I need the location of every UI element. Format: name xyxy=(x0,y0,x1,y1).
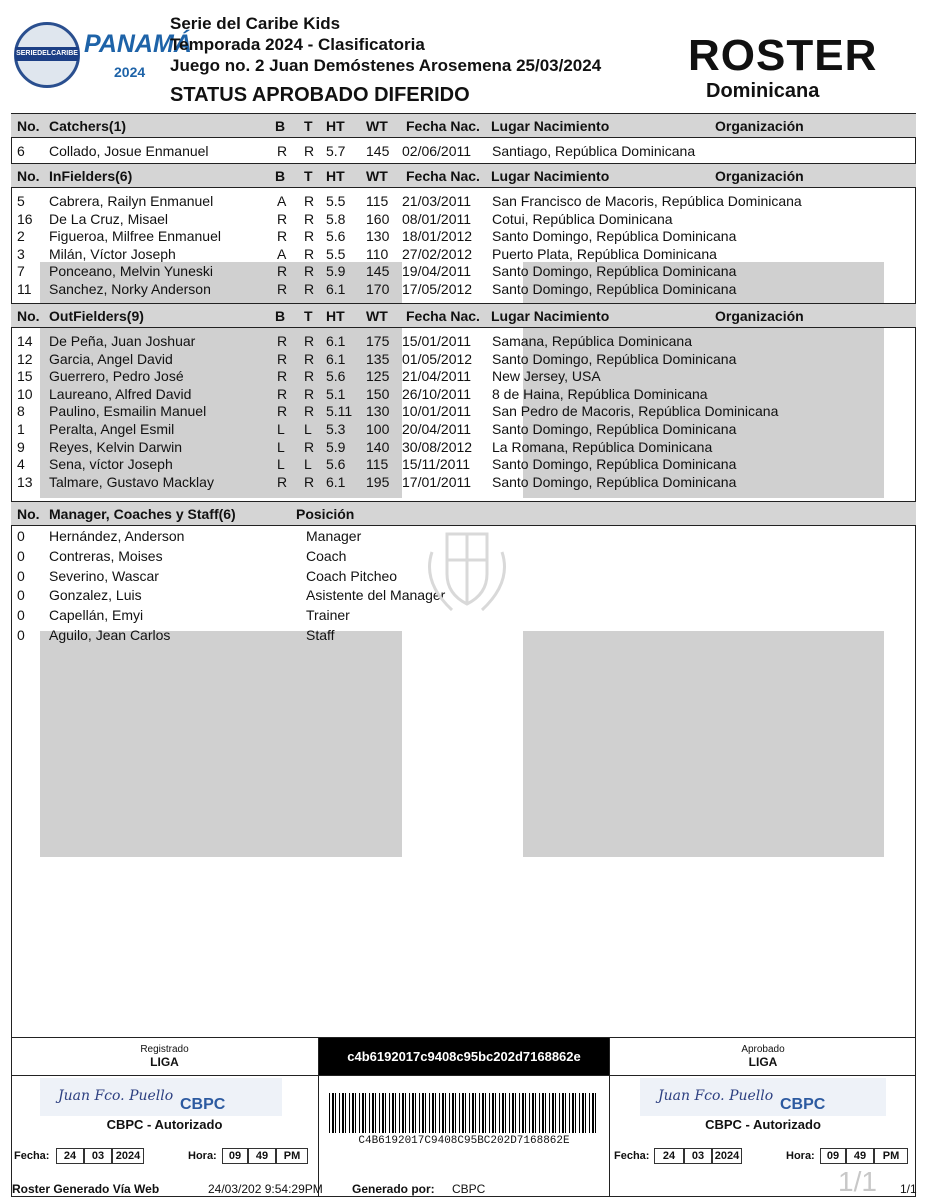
date-year: 2024 xyxy=(112,1148,144,1164)
player-wt: 175 xyxy=(366,333,390,349)
catchers-header xyxy=(11,113,916,138)
player-ht: 6.1 xyxy=(326,350,346,367)
player-ht: 5.9 xyxy=(326,263,346,280)
player-ht: 5.9 xyxy=(326,438,346,455)
aprobado-value: LIGA xyxy=(748,1055,778,1069)
staff-no: 0 xyxy=(17,528,25,544)
signature-stamp-right xyxy=(640,1078,886,1116)
staff-no: 0 xyxy=(17,627,25,643)
col-t: T xyxy=(304,118,313,134)
player-fecha: 17/01/2011 xyxy=(402,473,472,490)
col-lugar: Lugar Nacimiento xyxy=(491,118,610,134)
player-fecha: 10/01/2011 xyxy=(402,403,472,420)
player-fecha: 15/01/2011 xyxy=(402,333,472,349)
player-t: R xyxy=(304,438,315,455)
player-lugar: Santo Domingo, República Dominicana xyxy=(492,281,737,297)
time-minute: 49 xyxy=(846,1148,874,1164)
player-b: R xyxy=(277,263,288,280)
player-ht: 6.1 xyxy=(326,473,346,490)
col-ht: HT xyxy=(326,168,345,184)
player-t: R xyxy=(304,210,315,227)
player-wt: 110 xyxy=(366,245,389,262)
roster-title: ROSTER xyxy=(688,31,878,80)
authorized-right: CBPC - Autorizado xyxy=(705,1117,821,1132)
col-b: B xyxy=(275,168,286,184)
player-lugar: New Jersey, USA xyxy=(492,368,601,385)
player-row xyxy=(11,228,916,246)
time-hour: 09 xyxy=(820,1148,846,1164)
coat-of-arms-watermark xyxy=(412,522,522,618)
player-row xyxy=(11,333,916,351)
player-row xyxy=(11,403,916,421)
player-wt: 160 xyxy=(366,210,390,227)
player-no: 3 xyxy=(17,245,25,262)
player-row xyxy=(11,351,916,369)
col-b: B xyxy=(275,308,286,324)
player-b: R xyxy=(277,350,288,367)
generated-label: Roster Generado Vía Web xyxy=(12,1182,160,1196)
staff-name: Severino, Wascar xyxy=(49,567,159,584)
player-ht: 5.7 xyxy=(326,143,346,159)
section-title: Catchers(1) xyxy=(49,118,127,134)
col-t: T xyxy=(304,308,313,324)
player-name: Reyes, Kelvin Darwin xyxy=(49,438,183,455)
player-name: Figueroa, Milfree Enmanuel xyxy=(49,228,221,245)
col-fecha: Fecha Nac. xyxy=(406,168,480,184)
col-ht: HT xyxy=(326,118,345,134)
player-fecha: 20/04/2011 xyxy=(402,421,472,437)
player-b: R xyxy=(277,228,288,245)
player-lugar: La Romana, República Dominicana xyxy=(492,438,713,455)
player-t: R xyxy=(304,385,315,402)
player-ht: 5.5 xyxy=(326,245,346,262)
player-t: R xyxy=(304,263,315,280)
player-no: 5 xyxy=(17,193,25,209)
game-info: Juego no. 2 Juan Demóstenes Arosemena 25/03/2024 xyxy=(170,56,602,75)
player-no: 14 xyxy=(17,333,33,349)
col-fecha: Fecha Nac. xyxy=(406,308,480,324)
staff-pos: Manager xyxy=(306,528,362,544)
player-fecha: 02/06/2011 xyxy=(402,143,472,159)
player-wt: 100 xyxy=(366,421,390,437)
player-row xyxy=(11,211,916,229)
player-row xyxy=(11,439,916,457)
player-t: R xyxy=(304,143,315,159)
player-name: Ponceano, Melvin Yuneski xyxy=(49,263,213,280)
player-name: Collado, Josue Enmanuel xyxy=(49,143,209,159)
panama-logo-text: PANAMÁ xyxy=(84,30,192,58)
staff-name: Hernández, Anderson xyxy=(49,528,185,544)
col-posicion: Posición xyxy=(296,506,355,522)
time-ampm: PM xyxy=(276,1148,308,1164)
player-ht: 5.6 xyxy=(326,456,346,473)
staff-name: Gonzalez, Luis xyxy=(49,587,142,604)
player-row xyxy=(11,368,916,386)
player-wt: 115 xyxy=(366,193,389,209)
player-wt: 140 xyxy=(366,438,390,455)
player-wt: 145 xyxy=(366,143,390,159)
outfielders-header xyxy=(11,303,916,328)
player-fecha: 27/02/2012 xyxy=(402,245,473,262)
fecha-label: Fecha: xyxy=(14,1150,50,1162)
player-row xyxy=(11,263,916,281)
player-no: 16 xyxy=(17,210,33,227)
player-name: De Peña, Juan Joshuar xyxy=(49,333,196,349)
player-lugar: Puerto Plata, República Dominicana xyxy=(492,245,717,262)
player-row xyxy=(11,143,916,161)
cbpc-seal: CBPC xyxy=(180,1096,226,1113)
staff-no: 0 xyxy=(17,547,25,564)
player-name: De La Cruz, Misael xyxy=(49,210,169,227)
registrado-label: Registrado xyxy=(140,1044,189,1055)
player-t: R xyxy=(304,245,315,262)
col-t: T xyxy=(304,168,313,184)
player-t: L xyxy=(304,421,312,437)
player-b: R xyxy=(277,281,288,297)
player-ht: 6.1 xyxy=(326,281,346,297)
signature: Juan Fco. Puello xyxy=(58,1088,174,1104)
player-name: Sena, víctor Joseph xyxy=(49,456,173,473)
col-no: No. xyxy=(17,118,40,134)
player-no: 8 xyxy=(17,403,25,420)
player-b: R xyxy=(277,385,288,402)
player-lugar: 8 de Haina, República Dominicana xyxy=(492,385,708,402)
serie-del-caribe-logo xyxy=(14,22,80,88)
player-no: 13 xyxy=(17,473,33,490)
barcode-text: C4B6192017C9408C95BC202D7168862E xyxy=(358,1135,570,1147)
signature-stamp-left xyxy=(40,1078,282,1116)
player-b: L xyxy=(277,456,285,473)
section-title: OutFielders(9) xyxy=(49,308,144,324)
staff-name: Capellán, Emyi xyxy=(49,607,144,624)
staff-name: Aguilo, Jean Carlos xyxy=(49,627,171,643)
staff-pos: Staff xyxy=(306,627,335,643)
date-month: 03 xyxy=(84,1148,112,1164)
player-ht: 5.8 xyxy=(326,210,346,227)
player-wt: 195 xyxy=(366,473,390,490)
player-lugar: Samana, República Dominicana xyxy=(492,333,692,349)
approval-hash: c4b6192017c9408c95bc202d7168862e xyxy=(319,1038,609,1075)
player-lugar: Cotui, República Dominicana xyxy=(492,210,673,227)
time-minute: 49 xyxy=(248,1148,276,1164)
player-b: R xyxy=(277,210,288,227)
player-lugar: Santiago, República Dominicana xyxy=(492,143,696,159)
player-ht: 5.6 xyxy=(326,368,346,385)
player-name: Laureano, Alfred David xyxy=(49,385,192,402)
col-b: B xyxy=(275,118,286,134)
player-fecha: 15/11/2011 xyxy=(402,456,470,473)
player-fecha: 17/05/2012 xyxy=(402,281,473,297)
player-b: R xyxy=(277,403,288,420)
player-no: 9 xyxy=(17,438,25,455)
hora-label: Hora: xyxy=(188,1150,217,1162)
player-no: 10 xyxy=(17,385,33,402)
player-b: R xyxy=(277,473,288,490)
player-no: 15 xyxy=(17,368,33,385)
player-fecha: 30/08/2012 xyxy=(402,438,473,455)
player-name: Peralta, Angel Esmil xyxy=(49,421,175,437)
player-ht: 5.1 xyxy=(326,385,346,402)
registrado-value: LIGA xyxy=(150,1055,179,1069)
player-t: R xyxy=(304,403,315,420)
player-name: Milán, Víctor Joseph xyxy=(49,245,176,262)
col-wt: WT xyxy=(366,118,388,134)
player-ht: 5.6 xyxy=(326,228,346,245)
date-year: 2024 xyxy=(712,1148,742,1164)
player-fecha: 08/01/2011 xyxy=(402,210,472,227)
staff-pos: Coach Pitcheo xyxy=(306,567,398,584)
staff-name: Contreras, Moises xyxy=(49,547,163,564)
player-wt: 125 xyxy=(366,368,390,385)
player-row xyxy=(11,246,916,264)
section-title: Manager, Coaches y Staff(6) xyxy=(49,506,236,522)
generated-by: CBPC xyxy=(452,1182,486,1196)
player-b: R xyxy=(277,143,288,159)
event-title: Serie del Caribe Kids xyxy=(170,14,341,33)
col-org: Organización xyxy=(715,118,804,134)
player-fecha: 01/05/2012 xyxy=(402,350,473,367)
player-ht: 5.11 xyxy=(326,403,353,420)
player-fecha: 18/01/2012 xyxy=(402,228,473,245)
player-fecha: 19/04/2011 xyxy=(402,263,472,280)
player-name: Garcia, Angel David xyxy=(49,350,173,367)
page-number: 1/1 xyxy=(900,1182,917,1196)
col-wt: WT xyxy=(366,168,388,184)
player-b: A xyxy=(277,193,287,209)
player-t: L xyxy=(304,456,312,473)
player-lugar: Santo Domingo, República Dominicana xyxy=(492,456,737,473)
player-t: R xyxy=(304,193,315,209)
col-fecha: Fecha Nac. xyxy=(406,118,480,134)
logo-band: SERIEDELCARIBE xyxy=(15,47,79,61)
date-day: 24 xyxy=(56,1148,84,1164)
staff-no: 0 xyxy=(17,567,25,584)
player-name: Guerrero, Pedro José xyxy=(49,368,184,385)
page-watermark: 1/1 xyxy=(838,1166,877,1197)
player-fecha: 21/03/2011 xyxy=(402,193,472,209)
player-wt: 115 xyxy=(366,456,389,473)
player-lugar: Santo Domingo, República Dominicana xyxy=(492,228,737,245)
staff-pos: Coach xyxy=(306,547,347,564)
staff-pos: Trainer xyxy=(306,607,350,624)
player-lugar: San Pedro de Macoris, República Dominicana xyxy=(492,403,779,420)
redaction-block xyxy=(523,631,884,857)
date-month: 03 xyxy=(684,1148,712,1164)
player-row xyxy=(11,474,916,492)
infielders-header xyxy=(11,163,916,188)
player-name: Talmare, Gustavo Macklay xyxy=(49,473,214,490)
player-wt: 145 xyxy=(366,263,390,280)
col-no: No. xyxy=(17,506,40,522)
time-ampm: PM xyxy=(874,1148,908,1164)
staff-pos: Asistente del Manager xyxy=(306,587,446,604)
season-title: Temporada 2024 - Clasificatoria xyxy=(170,35,425,54)
player-lugar: Santo Domingo, República Dominicana xyxy=(492,473,737,490)
panama-logo-year: 2024 xyxy=(114,64,146,80)
redaction-block xyxy=(40,631,402,857)
cbpc-seal: CBPC xyxy=(780,1096,826,1113)
col-lugar: Lugar Nacimiento xyxy=(491,308,610,324)
player-b: R xyxy=(277,368,288,385)
player-t: R xyxy=(304,281,315,297)
player-name: Sanchez, Norky Anderson xyxy=(49,281,211,297)
player-b: L xyxy=(277,421,285,437)
staff-no: 0 xyxy=(17,587,25,604)
date-day: 24 xyxy=(654,1148,684,1164)
col-no: No. xyxy=(17,168,40,184)
player-lugar: Santo Domingo, República Dominicana xyxy=(492,263,737,280)
player-row xyxy=(11,456,916,474)
player-no: 1 xyxy=(17,421,25,437)
player-wt: 130 xyxy=(366,228,390,245)
fecha-label: Fecha: xyxy=(614,1150,650,1162)
player-b: L xyxy=(277,438,285,455)
player-ht: 6.1 xyxy=(326,333,346,349)
section-title: InFielders(6) xyxy=(49,168,133,184)
player-no: 4 xyxy=(17,456,25,473)
player-fecha: 21/04/2011 xyxy=(402,368,472,385)
player-ht: 5.5 xyxy=(326,193,346,209)
player-t: R xyxy=(304,333,315,349)
player-no: 12 xyxy=(17,350,33,367)
player-name: Paulino, Esmailin Manuel xyxy=(49,403,207,420)
generated-time: 24/03/202 9:54:29PM xyxy=(208,1182,323,1196)
player-no: 2 xyxy=(17,228,25,245)
footer-divider xyxy=(11,1075,916,1076)
player-fecha: 26/10/2011 xyxy=(402,385,472,402)
staff-row xyxy=(11,626,916,646)
signature: Juan Fco. Puello xyxy=(658,1088,774,1104)
player-lugar: Santo Domingo, República Dominicana xyxy=(492,421,737,437)
player-no: 11 xyxy=(17,281,32,297)
player-wt: 170 xyxy=(366,281,390,297)
generated-by-label: Generado por: xyxy=(352,1182,435,1196)
player-t: R xyxy=(304,368,315,385)
staff-no: 0 xyxy=(17,607,25,624)
col-lugar: Lugar Nacimiento xyxy=(491,168,610,184)
player-row xyxy=(11,193,916,211)
player-row xyxy=(11,386,916,404)
player-row xyxy=(11,281,916,299)
player-name: Cabrera, Railyn Enmanuel xyxy=(49,193,214,209)
col-wt: WT xyxy=(366,308,388,324)
player-t: R xyxy=(304,473,315,490)
player-wt: 150 xyxy=(366,385,390,402)
col-ht: HT xyxy=(326,308,345,324)
player-t: R xyxy=(304,228,315,245)
team-name: Dominicana xyxy=(706,80,820,102)
time-hour: 09 xyxy=(222,1148,248,1164)
player-lugar: Santo Domingo, República Dominicana xyxy=(492,350,737,367)
player-t: R xyxy=(304,350,315,367)
player-wt: 135 xyxy=(366,350,390,367)
status-label: STATUS APROBADO DIFERIDO xyxy=(170,84,470,106)
aprobado-label: Aprobado xyxy=(741,1044,785,1055)
authorized-left: CBPC - Autorizado xyxy=(106,1117,223,1132)
barcode xyxy=(329,1093,597,1133)
col-org: Organización xyxy=(715,308,804,324)
player-b: A xyxy=(277,245,287,262)
player-row xyxy=(11,421,916,439)
col-no: No. xyxy=(17,308,40,324)
player-lugar: San Francisco de Macoris, República Dominicana xyxy=(492,193,802,209)
player-ht: 5.3 xyxy=(326,421,346,437)
col-org: Organización xyxy=(715,168,804,184)
player-no: 6 xyxy=(17,143,25,159)
hora-label: Hora: xyxy=(786,1150,815,1162)
player-wt: 130 xyxy=(366,403,390,420)
player-b: R xyxy=(277,333,288,349)
player-no: 7 xyxy=(17,263,25,280)
